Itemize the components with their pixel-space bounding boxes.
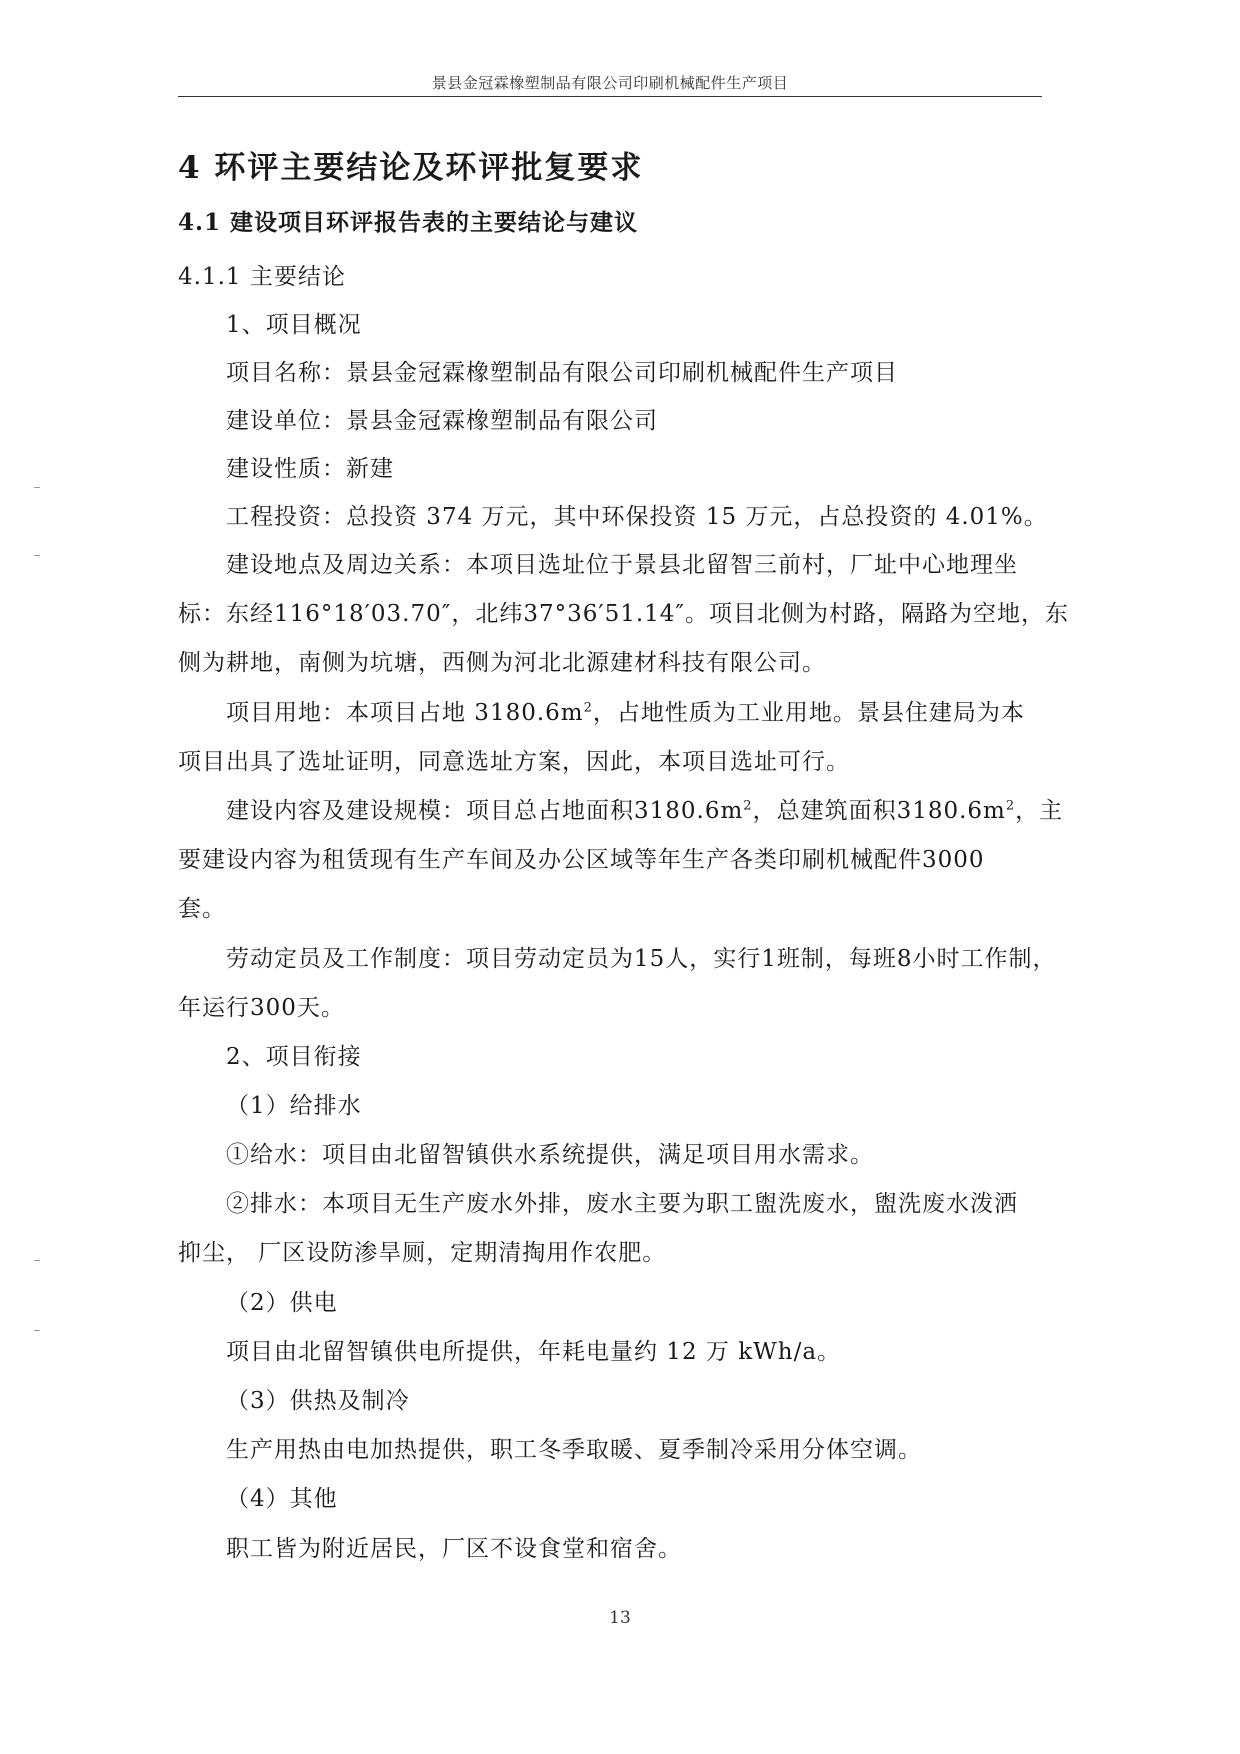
scan-mark [34,1330,40,1331]
scan-mark [34,487,40,488]
power-title: （2）供电 [226,1290,338,1316]
scan-mark [34,1260,40,1261]
scale-line-3: 套。 [178,896,226,922]
drainage-line-2: 抑尘， 厂区设防渗旱厕，定期清掏用作农肥。 [178,1240,667,1266]
scale-text-c: ，主 [1015,798,1064,824]
other-text: 职工皆为附近居民，厂区不设食堂和宿舍。 [226,1536,682,1562]
subsection-heading: 4.1.1 主要结论 [178,264,346,290]
other-title: （4）其他 [226,1486,338,1512]
labor-line-2: 年运行300天。 [178,995,345,1021]
scale-line-1 [226,792,1064,825]
location-line-2: 标：东经116°18′03.70″，北纬37°36′51.14″。项目北侧为村路，隔路为空地，东 [178,601,1070,627]
heating-text: 生产用热由电加热提供，职工冬季取暖、夏季制冷采用分体空调。 [226,1437,922,1463]
investment-text: 工程投资：总投资 374 万元，其中环保投资 15 万元，占总投资的 4.01%。 [226,504,1048,530]
land-use-line-1 [226,694,1038,727]
page-number: 13 [609,1608,631,1628]
scale-text-a: 建设内容及建设规模：项目总占地面积3180.6m [226,798,744,824]
running-header: 景县金冠霖橡塑制品有限公司印刷机械配件生产项目 [431,74,789,92]
heating-title: （3）供热及制冷 [226,1388,410,1414]
water-supply-text: ①给水：项目由北留智镇供水系统提供，满足项目用水需求。 [226,1142,874,1168]
chapter-heading: 4 环评主要结论及环评批复要求 [178,150,644,186]
construction-unit: 建设单位：景县金冠霖橡塑制品有限公司 [226,408,658,434]
scale-text-b: ，总建筑面积3180.6m [752,798,1006,824]
drainage-line-1: ②排水：本项目无生产废水外排，废水主要为职工盥洗废水，盥洗废水泼洒 [226,1191,1018,1217]
superscript: 2 [1005,798,1016,814]
location-line-1: 建设地点及周边关系：本项目选址位于景县北留智三前村，厂址中心地理坐 [226,552,1018,578]
location-line-3: 侧为耕地，南侧为坑塘，西侧为河北北源建材科技有限公司。 [178,650,826,676]
item-title-linkage: 2、项目衔接 [226,1044,362,1070]
item-title-overview: 1、项目概况 [226,312,362,338]
superscript: 2 [743,798,753,814]
section-heading: 4.1 建设项目环评报告表的主要结论与建议 [178,209,639,236]
scale-line-2: 要建设内容为租赁现有生产车间及办公区域等年生产各类印刷机械配件3000 [178,847,985,873]
land-use-text-b: ，占地性质为工业用地。景县住建局为本 [592,700,1025,726]
power-text: 项目由北留智镇供电所提供，年耗电量约 12 万 kWh/a。 [226,1339,842,1365]
header-rule [178,96,1042,97]
water-title: （1）给排水 [226,1093,362,1119]
construction-nature: 建设性质：新建 [226,456,394,482]
scan-mark [34,555,40,556]
superscript: 2 [583,700,593,716]
project-name: 项目名称：景县金冠霖橡塑制品有限公司印刷机械配件生产项目 [226,360,898,386]
land-use-line-2: 项目出具了选址证明，同意选址方案，因此，本项目选址可行。 [178,749,850,775]
land-use-text-a: 项目用地：本项目占地 3180.6m [226,700,584,726]
labor-line-1: 劳动定员及工作制度：项目劳动定员为15人，实行1班制，每班8小时工作制， [226,946,1057,972]
